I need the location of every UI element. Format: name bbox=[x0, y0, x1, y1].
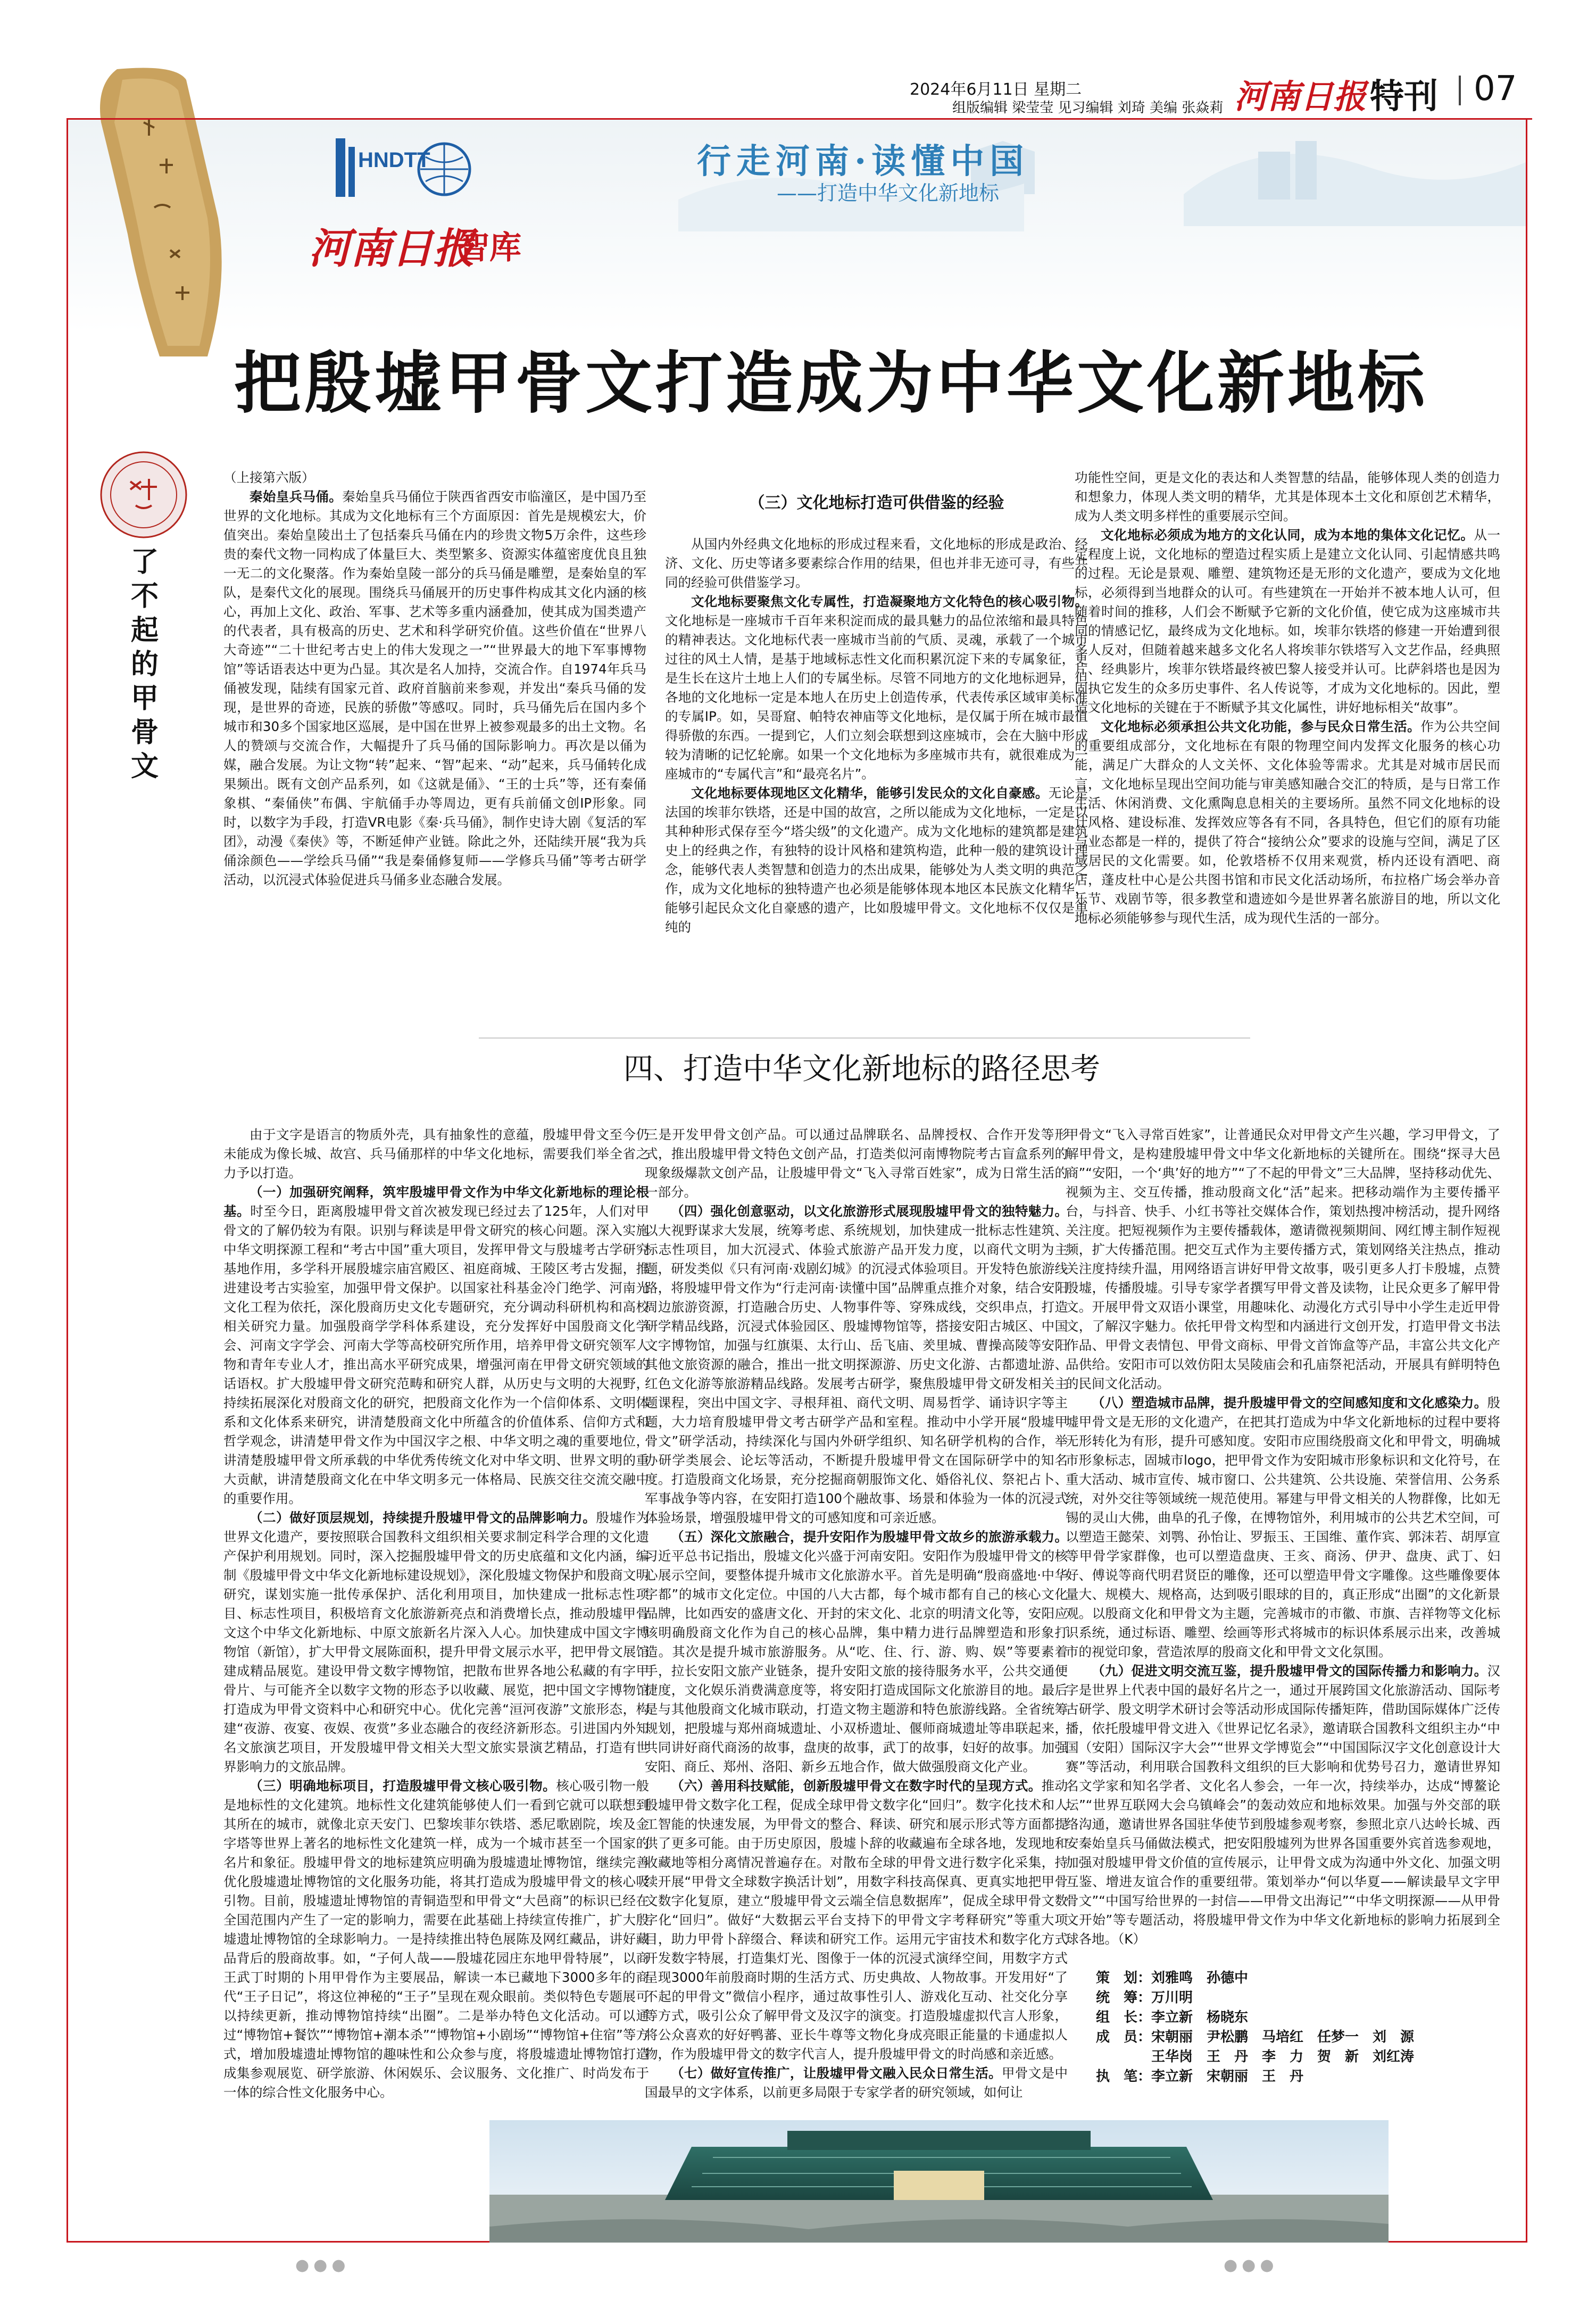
paragraph bbox=[1066, 1662, 1500, 1949]
paragraph-text: 推动殷墟甲骨文数字化工程，促成全球甲骨文数字化“回归”。数字化技术和人工智能的快速发展，为甲骨文的整合、释读、研究和展示形式等方面都提供了更多可能。由于历史原因，殷墟卜辞的收藏遍布全球各地，发现地和收藏地等相分离情况普遍存在。对散布全球的甲骨文进行数字化采集，持续开展“甲骨文全球数字换活计划”，用数字科技高保真、更真实地把甲骨文数字化复原，建立“殷墟甲骨文云端全信息数据库”，促成全球甲骨文数字化“回归”。做好“大数据云平台支持下的甲骨文字考释研究”等重大项目，助力甲骨卜辞缀合、释读和研究工作。运用元宇宙技术和数字化方式开发数字特展，打造集灯光、图像于一体的沉浸式演绎空间，用数字方式呈现3000年前殷商时期的生活方式、历史典故、人物故事。开发用好“了不起的甲骨文”微信小程序，通过故事性引人、游戏化互动、社交化分享等方式，吸引公众了解甲骨文及汉字的演变。打造殷墟虚拟代言人形象，将公众喜欢的好好鸭蕃、亚长牛尊等文物化身成亮眼正能量的卡通虚拟人物，作为殷墟甲骨文的数字代言人，提升殷墟甲骨文的时尚感和亲近感。 bbox=[645, 1778, 1068, 2062]
paragraph-text: 习近平总书记指出，殷墟文化兴盛于河南安阳。安阳作为殷墟甲骨文的核心展示空间，要整体提升城市文化旅游水平。首先是明确“殷商盛地·中华字都”的城市文化定位。中国的八大古都，每个城市都有自己的核心文化品牌，比如西安的盛唐文化、开封的宋文化、北京的明清文化等，安阳应该明确殷商文化作为自己的核心品牌，集中精力进行品牌塑造和形象打造。其次是提升城市旅游服务。从“吃、住、行、游、购、娱”等要素着手，拉长安阳文旅产业链条，提升安阳文旅的接待服务水平，公共交通便捷度，文化娱乐消费满意度等，将安阳打造成国际文化旅游目的地。最后是与其他殷商文化城市联动，打造文物主题游和特色旅游线路。全省统筹规划，把殷墟与郑州商城遗址、小双桥遗址、偃师商城遗址等串联起来，共同讲好商代商汤的故事，盘庚的故事，武丁的故事，妇好的故事。加强安阳、商丘、郑州、洛阳、新乡五地合作，做大做强殷商文化产业。 bbox=[645, 1548, 1068, 1774]
paragraph bbox=[223, 1125, 649, 1183]
column-1 bbox=[223, 468, 646, 890]
oracle-bone-image bbox=[80, 59, 239, 367]
section-name: 特刊 bbox=[1370, 77, 1438, 117]
paragraph-text: 从一定程度上说，文化地标的塑造过程实质上是建立文化认同、引起情感共鸣的过程。无论是景观、雕塑、建筑物还是无形的文化遗产，要成为文化地标，必须得到当地群众的认可。有些建筑在一开始并不被本地人认可，但随着时间的推移，人们会不断赋予它新的文化价值，使它成为这座城市共同的情感记忆，最终成为文化地标。如，埃菲尔铁塔的修建一开始遭到很多人反对，但随着越来越多文化名人将埃菲尔铁塔写入文艺作品，经典照片、经典影片，埃菲尔铁塔最终被巴黎人接受并认可。比萨斜塔也是因为固执它发生的众多历史事件、名人传说等，才成为文化地标的。因此，塑造文化地标的关键在于不断赋予其文化属性，讲好地标相关“故事”。 bbox=[1075, 527, 1501, 715]
paragraph-text: 甲骨文是中国最早的文字体系，以前更多局限于专家学者的研究领域，如何让 bbox=[645, 2065, 1068, 2100]
paragraph bbox=[645, 1202, 1068, 1527]
subsection-heading-3: （三）文化地标打造可供借鉴的经验 bbox=[749, 494, 1004, 512]
paragraph bbox=[223, 468, 646, 487]
series-subtitle: ——打造中华文化新地标 bbox=[777, 181, 1000, 205]
paragraph bbox=[665, 535, 1088, 592]
credit-row bbox=[1096, 2067, 1414, 2087]
series-title: 行走河南·读懂中国 bbox=[697, 142, 1029, 181]
newspaper-logo: 河南日报 bbox=[1234, 77, 1367, 116]
credit-names: 刘雅鸣 孙德中 bbox=[1151, 1970, 1249, 1986]
paragraph-lead: （七）做好宣传推广，让殷墟甲骨文融入民众日常生活。 bbox=[671, 2065, 1002, 2081]
credit-role: 执 笔： bbox=[1096, 2069, 1152, 2085]
paragraph-lead: （八）塑造城市品牌，提升殷墟甲骨文的空间感知度和文化感染力。 bbox=[1092, 1395, 1487, 1410]
side-tag: 了不起的甲骨文 bbox=[130, 546, 159, 783]
section-4-rule bbox=[479, 1037, 1250, 1039]
paragraph bbox=[1066, 1125, 1500, 1393]
paragraph-text: 功能性空间，更是文化的表达和人类智慧的结晶，能够体现人类的创造力和想象力，体现人类文明的精华，尤其是体现本土文化和原创艺术精华，成为人类文明多样性的重要展示空间。 bbox=[1075, 470, 1500, 524]
paragraph-text: 汉字是世界上代表中国的最好名片之一，通过开展跨国文化旅游活动、国际考古研学、殷文明学术研讨会等活动形成国际传播矩阵，借助国际媒体广泛传播，依托殷墟甲骨文进入《世界记忆名录》，邀请联合国教科文组织主办“中国（安阳）国际汉字大会”“世界文学博览会”“中国国际汉字文化创意设计大赛”等活动，利用联合国教科文组织的巨大影响和优势号召力，邀请世界知名文学家和知名学者、文化名人参会，一年一次，持续举办，达成“博鳌论坛”“世界互联网大会乌镇峰会”的轰动效应和地标效果。加强与外交部的联络沟通，邀请世界各国驻华使节到殷墟参观考察，参照北京八达岭长城、西安秦始皇兵马俑做法模式，把安阳殷墟列为世界各国重要外宾首选参观地，加强对殷墟甲骨文价值的宣传展示，让甲骨文成为沟通中外文化、加强文明互鉴、增进友谊合作的重要纽带。策划举办“何以华夏——解读最早文字甲骨文”“中国写给世界的一封信——甲骨文出海记”“中华文明探源——从甲骨文开始”等专题活动，将殷墟甲骨文作为中华文化新地标的影响力拓展到全球各地。（K） bbox=[1066, 1663, 1500, 1947]
credit-role: 成 员： bbox=[1096, 2029, 1152, 2045]
column-2 bbox=[665, 535, 1088, 937]
top-rule bbox=[66, 118, 1532, 120]
paragraph-text: 以大视野谋求大发展，统筹考虑、系统规划，加快建成一批标志性建筑、标志性项目，加大沉浸式、体验式旅游产品开发力度，以商代文明为主题，研发类似《只有河南·戏剧幻城》的沉浸式体验项目。开发特色旅游线路，将殷墟甲骨文作为“行走河南·读懂中国”品牌重点推介对象，结合安阳周边旅游资源，打造融合历史、人物事件等、穿殊成线，交织串点，打造研学精品线路，沉浸式体验园区、殷墟博物馆等，搭接安阳古城区、中国文字博物馆，加强与红旗渠、太行山、岳飞庙、羑里城、曹操高陵等安阳其他文旅资源的融合，推出一批文明探源游、历史文化游、古都遗址游、红色文化游等旅游精品线路。发展考古研学，聚焦殷墟甲骨文研发相关主题课程，突出中国文字、寻根拜祖、商代文明、周易哲学、诵诗识字等主题，大力培育殷墟甲骨文考古研学产品和室程。推动中小学开展“殷墟甲骨文”研学活动，持续深化与国内外研学组织、知名研学机构的合作，举办研学类展会、论坛等活动，不断提升殷墟甲骨文在国际研学中的知名度。打造殷商文化场景，充分挖掘商朝服饰文化、婚俗礼仪、祭祀占卜、军事战争等内容，在安阳打造100个融故事、场景和体验为一体的沉浸式体验场景，增强殷墟甲骨文的可感知度和可亲近感。 bbox=[645, 1223, 1068, 1525]
section-4-heading: 四、打造中华文化新地标的路径思考 bbox=[624, 1052, 1100, 1086]
credit-role: 统 筹： bbox=[1096, 1990, 1152, 2006]
paragraph-text: 从国内外经典文化地标的形成过程来看，文化地标的形成是政治、经济、文化、历史等诸多要素综合作用的结果，但也并非无迹可寻，有些共同的经验可供借鉴学习。 bbox=[665, 536, 1088, 590]
left-rule bbox=[66, 118, 68, 2242]
paragraph-text: 甲骨文“飞入寻常百姓家”，让普通民众对甲骨文产生兴趣，学习甲骨文，了解甲骨文，是构建殷墟甲骨文中华文化新地标的关键所在。围绕“探寻大邑商”“安阳，一个‘典’好的地方”“了不起的甲骨文”三大品牌，坚持移动优先、视频为主、交互传播，推动殷商文化“活”起来。把移动端作为主要传播平台，与抖音、快手、小红书等社交媒体合作，策划热搜冲榜活动，提升网络关注度。把短视频作为主要传播载体，邀请微视频期间、网红博主制作短视频，扩大传播范围。把交互式作为主要传播方式，策划网络关注热点，推动关注度持续升温，用网络语言讲好甲骨文故事，吸引更多人打卡殷墟，点赞殷墟，传播殷墟。引导专家学者撰写甲骨文普及读物，让民众更多了解甲骨文。开展甲骨文双语小课堂，用趣味化、动漫化方式引导中小学生走近甲骨文，了解汉字魅力。依托甲骨文构型和内涵进行文创开发，打造甲骨文书法作品、甲骨文表情包、甲骨文商标、甲骨文首饰盒等产品，丰富公共文化产品供给。安阳市可以效仿阳太吴陵庙会和孔庙祭祀活动，开展具有鲜明特色的民间文化活动。 bbox=[1066, 1127, 1500, 1391]
credit-names: 宋朝丽 尹松鹏 马培红 任梦一 刘 源 bbox=[1151, 2029, 1415, 2045]
paragraph-lead: 文化地标必须承担公共文化功能，参与民众日常生活。 bbox=[1101, 719, 1421, 734]
paragraph-text: 时至今日，距离殷墟甲骨文首次被发现已经过去了125年，人们对甲骨文的了解仍较为有限。识别与释读是甲骨文研究的核心问题。深入实施中华文明探源工程和“考古中国”重大项目，发挥甲骨文与殷墟考古学研究基地作用，多学科开展殷墟宗庙宫殿区、祖庭商城、王陵区考古发掘，推进建设考古实验室，加强甲骨文保护。以国家社科基金冷门绝学、河南光文化工程为依托，深化殷商历史文化专题研究，充分调动科研机构和高校相关研究力量。加强殷商学学科体系建设，充分发挥好中国殷商文化学会、河南文字学会、河南大学等高校研究所作用，培养甲骨文研究领军人物和青年专业人才，推出高水平研究成果，增强河南在甲骨文研究领域的话语权。扩大殷墟甲骨文研究范畴和研究人群，从历史与文明的大视野，持续拓展深化对殷商文化的研究，把殷商文化作为一个信仰体系、文明体系和文化体系来研究，讲清楚殷商文化中所蕴含的价值体系、信仰方式和哲学观念，讲清楚甲骨文作为中国汉字之根、中华文明之魂的重要地位，讲清楚殷墟甲骨文所承载的中华优秀传统文化对中华文明、世界文明的重大贡献，讲清楚殷商文化在中华文明多元一体格局、民族交往交流交融中的重要作用。 bbox=[223, 1203, 649, 1506]
paragraph bbox=[645, 1125, 1068, 1202]
paragraph-text: 由于文字是语言的物质外壳，具有抽象性的意蕴，殷墟甲骨文至今仍未能成为像长城、故宫、兵马俑那样的中华文化地标，需要我们举全省之力予以打造。 bbox=[223, 1127, 649, 1181]
paragraph-lead: （九）促进文明交流互鉴，提升殷墟甲骨文的国际传播力和影响力。 bbox=[1092, 1663, 1487, 1679]
paragraph bbox=[645, 1776, 1068, 2064]
paragraph bbox=[223, 1508, 649, 1776]
section-4-column-2 bbox=[645, 1125, 1068, 2102]
credit-row bbox=[1096, 2008, 1414, 2028]
paragraph-lead: 文化地标必须成为地方的文化认同，成为本地的集体文化记忆。 bbox=[1101, 527, 1474, 543]
paragraph bbox=[1075, 468, 1500, 526]
credit-names: 李立新 杨晓东 bbox=[1151, 2010, 1249, 2025]
section-divider bbox=[1459, 76, 1461, 105]
paragraph-lead: （一）加强研究阐释，筑牢殷墟甲骨文作为中华文化新地标的理论根基。 bbox=[223, 1184, 649, 1219]
footer-dots-right: ●●● bbox=[1224, 2256, 1278, 2274]
paragraph-lead: （四）强化创意驱动，以文化旅游形式展现殷墟甲骨文的独特魅力。 bbox=[671, 1203, 1068, 1219]
paragraph-text: （上接第六版） bbox=[223, 470, 315, 485]
paragraph-text: 核心吸引物一般是地标性的文化建筑。地标性文化建筑能够使人们一看到它就可以联想到其所在的城市，就像北京天安门、巴黎埃菲尔铁塔、悉尼歌剧院，埃及金字塔等世界上著名的地标性文化建筑一样，成为一个城市甚至一个国家的名片和象征。殷墟甲骨文的地标建筑应明确为殷墟遗址博物馆，继续完善优化殷墟遗址博物馆的文化服务功能，将其打造成为殷墟甲骨文的核心吸引物。目前，殷墟遗址博物馆的青铜造型和甲骨文“大邑商”的标识已经在全国范围内产生了一定的影响力，需要在此基础上持续宣传推广，扩大殷墟遗址博物馆的全球影响力。一是持续推出特色展陈及网红藏品，讲好藏品背后的殷商故事。如，“子何人哉——殷墟花园庄东地甲骨特展”，以商王武丁时期的卜用甲骨作为主要展品，解读一本已藏地下3000多年的商代“王子日记”，将这位神秘的“王子”呈现在观众眼前。类似特色专题展可以持续更新，推动博物馆持续“出圈”。二是举办特色文化活动。可以通过“博物馆+餐饮”“博物馆+潮本杀”“博物馆+小剧场”“博物馆+住宿”等方式，增加殷墟遗址博物馆的趣味性和公众参与度，将殷墟遗址博物馆打造成集参观展览、研学旅游、休闲娱乐、会议服务、文化推广、时尚发布于一体的综合性文化服务中心。 bbox=[223, 1778, 649, 2100]
hndtt-logo-text: HNDTT bbox=[358, 148, 430, 172]
paragraph-text: 无论是法国的埃菲尔铁塔，还是中国的故宫，之所以能成为文化地标，一定是以其种种形式保存至今“塔尖级”的文化遗产。成为文化地标的建筑都是建筑史上的经典之作，有独特的设计风格和建筑构造，此种一般的建筑设计理念，能够代表人类智慧和创造力的杰出成果，能够处为人类文明的典范之作，成为文化地标的独特遗产也必须是能够体现本地区本民族文化精华，能够引起民众文化自豪感的遗产，比如殷墟甲骨文。文化地标不仅仅是单纯的 bbox=[665, 785, 1088, 935]
right-rule bbox=[1526, 118, 1527, 2242]
column-3 bbox=[1075, 468, 1500, 928]
paragraph bbox=[223, 1776, 649, 2102]
paragraph-text: 作为公共空间的重要组成部分，文化地标在有限的物理空间内发挥文化服务的核心功能，满足广大群众的人文关怀、文化体验等需求。尤其是对城市居民而言，文化地标呈现出空间功能与审美感知融合交汇的特质，是与日常工作生活、休闲消费、文化熏陶息息相关的主要场所。虽然不同文化地标的设计风格、建设标准、发挥效应等各有不同，各具特色，但它们的原有功能与业态都是一样的，提供了符合“接纳公众”要求的设施与空间，满足了区域居民的文化需要。如，伦敦塔桥不仅用来观赏，桥内还设有酒吧、商店，蓬皮杜中心是公共图书馆和市民文化活动场所，布拉格广场会举办音乐节、戏剧节等，很多教堂和遗迹如今是世界著名旅游目的地，所以文化地标必须能够参与现代生活，成为现代生活的一部分。 bbox=[1075, 719, 1501, 926]
footer-dots-left: ●●● bbox=[295, 2256, 350, 2274]
section-4-column-3 bbox=[1066, 1125, 1500, 1949]
section-4-column-1 bbox=[223, 1125, 649, 2102]
paragraph bbox=[665, 784, 1088, 937]
paragraph-text: 秦始皇兵马俑位于陕西省西安市临潼区，是中国乃至世界的文化地标。其成为文化地标有三个方面原因：首先是规模宏大，价值突出。秦始皇陵出土了包括秦兵马俑在内的珍贵文物5万余件，这些珍贵的秦代文物一同构成了体量巨大、类型繁多、资源实体蕴密度优良且独一无二的文化聚落。作为秦始皇陵一部分的兵马俑是雕塑，是秦始皇的军队，是秦代文化的展现。围绕兵马俑展开的历史事件构成其文化内涵的核心，再加上文化、政治、军事、艺术等多重内涵叠加，使其成为国类遗产的代表者，具有极高的历史、艺术和科学研究价值。这些价值在“世界八大奇迹”“二十世纪考古史上的伟大发现之一”“世界最大的地下军事博物馆”等话语表达中更为凸显。其次是名人加持，交流合作。自1974年兵马俑被发现，陆续有国家元首、政府首脑前来参观，并发出“秦兵马俑的发现，是世界的奇迹，民族的骄傲”等感叹。同时，兵马俑先后在国内多个城市和30多个国家地区巡展，是中国在世界上被参观最多的出土文物。名人的赞颂与交流合作，大幅提升了兵马俑的国际影响力。再次是以俑为媒，融合发展。为让文物“转”起来、“智”起来、“动”起来，兵马俑转化成果频出。既有文创产品系列，如《这就是俑》、“王的士兵”等，还有秦俑象棋、“秦俑侠”布偶、宇航俑手办等周边，更有兵前俑文创IP形象。同时，以数字为手段，打造VR电影《秦·兵马俑》，制作史诗大剧《复活的军团》，动漫《秦侠》等，不断延伸产业链。除此之外，还陆续开展“我为兵俑涂颜色——学绘兵马俑”“我是秦俑修复师——学修兵马俑”等考古研学活动，以沉浸式体验促进兵马俑多业态融合发展。 bbox=[223, 489, 646, 887]
paragraph-text: 文化地标是一座城市千百年来积淀而成的最具魅力的品位浓缩和最具特色的精神表达。文化地标代表一座城市当前的气质、灵魂，承载了一个城市过往的风土人情，是基于地域标志性文化而积累沉淀下来的专属象征，更是生长在这片土地上人们的专属坐标。尽管不同地方的文化地标迥异，但各地的文化地标一定是本地人在历史上创造传承，代表传承区域审美标准的专属IP。如，吴哥窟、帕特农神庙等文化地标，是仅属于所在城市最值得骄傲的东西。一提到它，人们立刻会联想到这座城市，会在大脑中形成较为清晰的记忆轮廓。如果一个文化地标为多座城市共有，就很难成为一座城市的“专属代言”和“最亮名片”。 bbox=[665, 613, 1088, 782]
side-seal-icon bbox=[98, 450, 189, 540]
page-number: 07 bbox=[1474, 69, 1517, 109]
paragraph bbox=[645, 2064, 1068, 2102]
credit-role: 组 长： bbox=[1096, 2010, 1152, 2025]
article-title: 把殷墟甲骨文打造成为中华文化新地标 bbox=[234, 344, 1428, 422]
paragraph bbox=[645, 1527, 1068, 1776]
issue-date: 2024年6月11日 星期二 bbox=[910, 80, 1082, 99]
paragraph bbox=[665, 592, 1088, 784]
paragraph bbox=[223, 487, 646, 890]
paragraph-lead: （六）善用科技赋能，创新殷墟甲骨文在数字时代的呈现方式。 bbox=[671, 1778, 1042, 1794]
paragraph-text: 殷墟作为世界文化遗产，要按照联合国教科文组织相关要求制定科学合理的文化遗产保护利用规划。同时，深入挖掘殷墟甲骨文的历史底蕴和文化内涵，编制《殷墟甲骨文中华文化新地标建设规划》，深化殷墟文物保护和殷商文明研究，谋划实施一批传承保护、活化利用项目，加快建成一批标志性项目、标志性项目，积极培育文化旅游新亮点和消费增长点，推动殷墟甲骨文这个中华文化新地标、中原文旅新名片深入人心。加快建成中国文字博物馆（新馆），扩大甲骨文展陈面积，提升甲骨文展示水平，把甲骨文展馆建成精品展览。建设甲骨文数字博物馆，把散布世界各地公私藏的有字甲骨片、与可能齐全以数字文物的形态予以收藏、展览，把中国文字博物馆打造成为甲骨文资料中心和研究中心。优化完善“洹河夜游”文旅形态，构建“夜游、夜宴、夜娱、夜赏”多业态融合的夜经济新形态。引进国内外知名文旅演艺项目，开发殷墟甲骨文相关大型文旅实景演艺精品，打造有世界影响力的文旅品牌。 bbox=[223, 1510, 649, 1774]
credit-row bbox=[1096, 2047, 1414, 2067]
paragraph-lead: （三）明确地标项目，打造殷墟甲骨文核心吸引物。 bbox=[250, 1778, 556, 1794]
credit-row bbox=[1096, 1969, 1414, 1988]
paragraph-text: 殷墟甲骨文是无形的文化遗产，在把其打造成为中华文化新地标的过程中要将无形转化为有形，提升可感知度。安阳市应围绕殷商文化和甲骨文，明确城市形象标志，固城市logo，把甲骨文作为安阳城市形象标识和文化符号，在重大活动、城市宣传、城市窗口、公共建筑、公共设施、荣誉信用、公务系统，对外交往等领域统一规范使用。幂建与甲骨文相关的人物群像，比如无锡的灵山大佛，曲阜的孔子像，在博物馆外，利用城市的公共艺术空间，可以塑造王懿荣、刘鹗、孙怡让、罗振玉、王国维、董作宾、郭沫若、胡厚宣等甲骨学家群像，也可以塑造盘庚、王亥、商汤、伊尹、盘庚、武丁、妇好、傅说等商代明君贤臣的雕像，还可以塑造甲骨文字雕像。这些雕像要体量大、规模大、规格高，达到吸引眼球的目的，真正形成“出圈”的文化新景观。以殷商文化和甲骨文为主题，完善城市的市徽、市旗、吉祥物等文化标识系统，通过标语、雕塑、绘画等形式将城市的标识体系展示出来，改善城市的视觉印象，营造浓厚的殷商文化和甲骨文文化氛围。 bbox=[1066, 1395, 1500, 1659]
museum-photo bbox=[489, 2120, 1389, 2243]
credit-names: 万川明 bbox=[1151, 1990, 1193, 2006]
paragraph-lead: 文化地标要聚焦文化专属性，打造凝聚地方文化特色的核心吸引物。 bbox=[691, 594, 1088, 609]
credits-block bbox=[1096, 1969, 1414, 2087]
paragraph bbox=[1075, 526, 1500, 717]
paragraph-lead: （二）做好顶层规划，持续提升殷墟甲骨文的品牌影响力。 bbox=[250, 1510, 596, 1525]
think-tank-logo: 河南日报 bbox=[309, 225, 475, 273]
paragraph-lead: （五）深化文旅融合，提升安阳作为殷墟甲骨文故乡的旅游承载力。 bbox=[671, 1529, 1068, 1545]
paragraph bbox=[1075, 717, 1500, 928]
credit-role: 策 划： bbox=[1096, 1970, 1152, 1986]
paragraph bbox=[1066, 1393, 1500, 1662]
paragraph-lead: 文化地标要体现地区文化精华，能够引发民众的文化自豪感。 bbox=[691, 785, 1049, 801]
paragraph-lead: 秦始皇兵马俑。 bbox=[250, 489, 343, 504]
paragraph bbox=[223, 1183, 649, 1508]
credit-row bbox=[1096, 2028, 1414, 2047]
credit-row bbox=[1096, 1988, 1414, 2008]
credit-names: 李立新 宋朝丽 王 丹 bbox=[1151, 2069, 1304, 2085]
paragraph-text: 三是开发甲骨文创产品。可以通过品牌联名、品牌授权、合作开发等形式，推出殷墟甲骨文特色文创产品，打造类似河南博物院考古盲盒系列的现象级爆款文创产品，让殷墟甲骨文“飞入寻常百姓家”，成为日常生活的一部分。 bbox=[645, 1127, 1068, 1200]
credit-names: 王华岗 王 丹 李 力 贺 新 刘红涛 bbox=[1151, 2049, 1415, 2065]
editor-credits: 组版编辑 梁莹莹 见习编辑 刘琦 美编 张焱莉 bbox=[952, 100, 1224, 116]
hndtt-logo bbox=[332, 128, 481, 202]
think-tank-word: 智库 bbox=[458, 229, 521, 267]
